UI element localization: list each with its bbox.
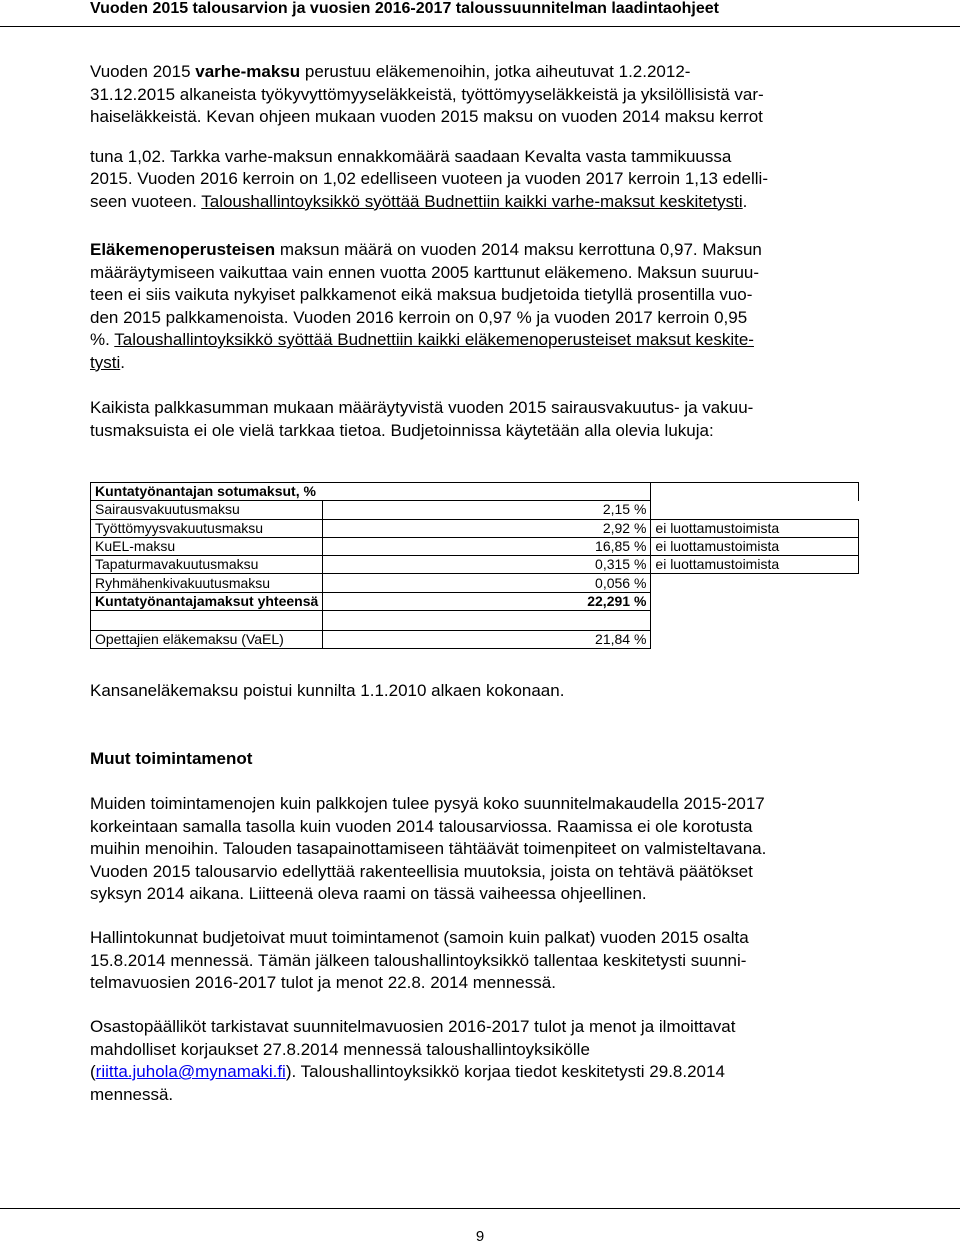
paragraph-elakemenoperusteinen: Eläkemenoperusteisen maksun määrä on vuoden 2014 maksu kerrottuna 0,97. Maksun määräytymiseen vaikuttaa vain ennen vuotta 2005 karttunut eläkemeno. Maksun suuruu- teen ei siis vaikuta nykyiset palkkamenot eikä maksua budjetoida tietyllä prosentilla vuo- den 2015 palkkamenoista. Vuoden 2016 kerroin on 0,97 % ja vuoden 2017 kerroin 0,95 %. Taloushallintoyksikkö syöttää Budnettiin kaikki eläkemenoperusteiset maksut keskite- tysti. bbox=[90, 240, 762, 372]
paragraph-corrections: Osastopäälliköt tarkistavat suunnitelmavuosien 2016-2017 tulot ja menot ja ilmoittavat mahdolliset korjaukset 27.8.2014 mennessä taloushallintoyksikölle (riitta.juhola@mynamaki.fi). Taloushallintoyksikkö korjaa tiedot keskitetysti 29.8.2014 mennessä. bbox=[90, 1017, 736, 1104]
emphasis-varhe-centralized: Taloushallintoyksikkö syöttää Budnettiin kaikki varhe-maksut keskitetysti bbox=[201, 191, 743, 211]
paragraph-other-expenses: Muiden toimintamenojen kuin palkkojen tulee pysyä koko suunnitelmakaudella 2015-2017 korkeintaan samalla tasolla kuin vuoden 2014 talousarviossa. Raamissa ei ole korotusta muihin menoihin. Talouden tasapainottamiseen tähtäävät toimenpiteet on valmisteltavana. Vuoden 2015 talousarvio edellyttää rakenteellisia muutoksia, joista on tehtävä päätökset syksyn 2014 aikana. Liitteenä oleva raami on tässä vaiheessa ohjeellinen. bbox=[90, 794, 767, 903]
paragraph-kansanelakemaksu: Kansaneläkemaksu poistui kunnilta 1.1.2010 alkaen kokonaan. bbox=[90, 681, 565, 700]
footer-divider bbox=[0, 1208, 960, 1209]
paragraph-insurance-intro: Kaikista palkkasumman mukaan määräytyvistä vuoden 2015 sairausvakuutus- ja vakuu- tusmaksuista ei ole vielä tarkkaa tietoa. Budjetoinnissa käytetään alla olevia lukuja: bbox=[90, 398, 754, 440]
table-heading: Kuntatyönantajan sotumaksut, % bbox=[91, 483, 651, 501]
table-row: Ryhmähenkivakuutusmaksu 0,056 % bbox=[91, 574, 859, 592]
paragraph-varhe-maksu: Vuoden 2015 varhe-maksu perustuu eläkemenoihin, jotka aiheutuvat 1.2.2012- 31.12.2015 alkaneista työkyvyttömyyseläkkeistä, työttömyyseläkkeistä ja yksilöllisistä var- haiseläkkeistä. Kevan ohjeen mukaan vuoden 2015 maksu on vuoden 2014 maksu kerrot tuna 1,02. Tarkka varhe-maksun ennakkomäärä saadaan Kevalta vasta tammikuussa 2015. Vuoden 2016 kerroin on 1,02 edelliseen vuoteen ja vuoden 2017 kerroin 1,13 edelli- seen vuoteen. Taloushallintoyksikkö syöttää Budnettiin kaikki varhe-maksut keskitetysti. bbox=[90, 62, 768, 211]
term-varhe-maksu: varhe-maksu bbox=[195, 62, 301, 81]
table-total-row: Kuntatyönantajamaksut yhteensä 22,291 % bbox=[91, 592, 859, 610]
table-row: Tapaturmavakuutusmaksu 0,315 % ei luottamustoimista bbox=[91, 556, 859, 574]
employer-contributions-table bbox=[90, 482, 859, 649]
table-row: KuEL-maksu 16,85 % ei luottamustoimista bbox=[91, 537, 859, 555]
page-header bbox=[0, 0, 960, 27]
table-row: Työttömyysvakuutusmaksu 2,92 % ei luottamustoimista bbox=[91, 519, 859, 537]
page-number: 9 bbox=[475, 1228, 485, 1245]
term-elakemenoperusteinen: Eläkemenoperusteisen bbox=[90, 240, 276, 259]
header-title: Vuoden 2015 talousarvion ja vuosien 2016-2017 taloussuunnitelman laadintaohjeet bbox=[90, 0, 719, 17]
table-row-vael: Opettajien eläkemaksu (VaEL) 21,84 % bbox=[91, 631, 859, 649]
table-heading-row bbox=[91, 483, 859, 501]
emphasis-elakemeno-centralized: Taloushallintoyksikkö syöttää Budnettiin kaikki eläkemenoperusteiset maksut keskite- bbox=[114, 330, 754, 349]
table-row: Sairausvakuutusmaksu 2,15 % bbox=[91, 501, 859, 519]
paragraph-budgeting-schedule: Hallintokunnat budjetoivat muut toimintamenot (samoin kuin palkat) vuoden 2015 osalta 15.8.2014 mennessä. Tämän jälkeen taloushallintoyksikkö tallentaa keskitetysti suunni- telmavuosien 2016-2017 tulot ja menot 22.8. 2014 mennessä. bbox=[90, 928, 749, 992]
email-link[interactable]: riitta.juhola@mynamaki.fi bbox=[95, 1062, 286, 1081]
section-heading: Muut toimintamenot bbox=[90, 749, 253, 768]
